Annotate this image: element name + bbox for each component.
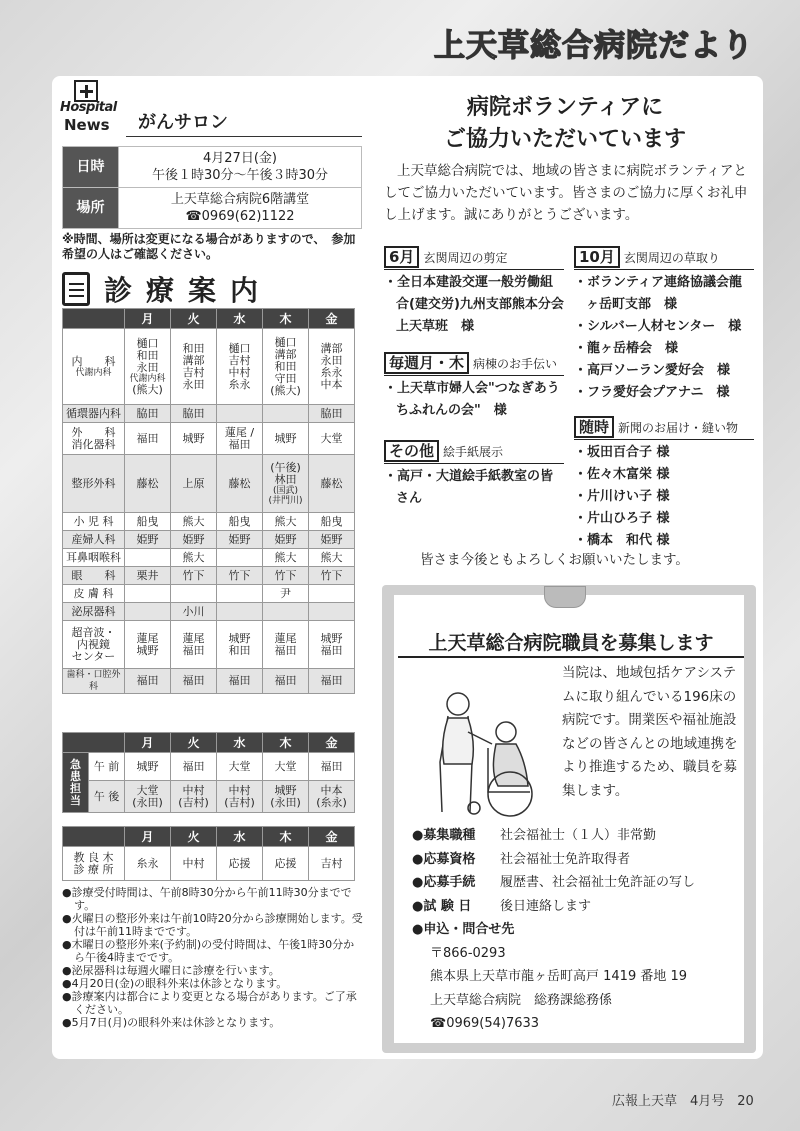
volunteer-title-line1: 病院ボランティアに — [466, 95, 664, 120]
divider — [398, 656, 744, 658]
schedule-cell — [263, 405, 309, 423]
schedule-cell: 中村 (吉村) — [171, 781, 217, 813]
volunteer-group — [384, 246, 564, 338]
schedule-cell: 竹下 — [217, 567, 263, 585]
schedule-cell: 城野 和田 — [217, 621, 263, 669]
schedule-cell: 船曳 — [309, 513, 355, 531]
schedule-cell — [217, 405, 263, 423]
schedule-cell: 熊大 — [263, 549, 309, 567]
schedule-cell: 応援 — [217, 847, 263, 881]
date-label: 日時 — [63, 147, 119, 188]
schedule-cell: 脇田 — [309, 405, 355, 423]
volunteer-group — [574, 246, 754, 404]
day-header: 木 — [263, 733, 309, 753]
divider — [126, 136, 362, 137]
schedule-cell: 和田 溝部 吉村 永田 — [171, 329, 217, 405]
schedule-cell: 福田 — [125, 423, 171, 455]
schedule-cell: 中村 (吉村) — [217, 781, 263, 813]
note-item: ●泌尿器科は毎週火曜日に診療を行います。 — [62, 964, 280, 977]
schedule-cell: 大堂 (永田) — [125, 781, 171, 813]
volunteer-task: 新聞のお届け・縫い物 — [618, 421, 739, 435]
schedule-cell: 上原 — [171, 455, 217, 513]
schedule-cell: 樋口 和田 永田 代謝内科 (熊大) — [125, 329, 171, 405]
schedule-cell — [309, 585, 355, 603]
schedule-cell: 蓮尾 城野 — [125, 621, 171, 669]
schedule-cell: 船曳 — [217, 513, 263, 531]
schedule-cell: 熊大 — [171, 513, 217, 531]
volunteer-tag: 随時 — [574, 416, 614, 438]
schedule-cell: 竹下 — [309, 567, 355, 585]
clipboard-icon — [62, 272, 90, 306]
note-item: ●4月20日(金)の眼科外来は休診となります。 — [62, 977, 288, 990]
schedule-cell: 福田 — [309, 669, 355, 694]
note-item: ●診療受付時間は、午前8時30分から午前11時30分までです。 — [62, 886, 352, 912]
table-row — [63, 531, 355, 549]
contact-postal: 〒866-0293 — [430, 945, 506, 961]
volunteer-item: ・全日本建設交運一般労働組合(建交労)九州支部熊本分会上天草班 様 — [384, 275, 564, 334]
schedule-cell: 樋口 溝部 和田 守田 (熊大) — [263, 329, 309, 405]
schedule-cell: 城野 — [263, 423, 309, 455]
pm-label: 午 後 — [89, 781, 125, 813]
volunteer-tag: 10月 — [574, 246, 620, 268]
time-line: 午後１時30分〜午後３時30分 — [151, 168, 329, 183]
recruit-item-label: ●応募手続 — [412, 875, 476, 890]
note-item: ●木曜日の整形外来(予約制)の受付時間は、午後1時30分から午後4時までです。 — [62, 938, 355, 964]
volunteer-group-header — [384, 440, 564, 462]
volunteer-item: ・高戸・大道絵手紙教室の皆さん — [384, 469, 554, 506]
recruit-title: 上天草総合病院職員を募集します — [428, 632, 714, 654]
day-header: 木 — [263, 309, 309, 329]
schedule-cell: 熊大 — [263, 513, 309, 531]
caregiver-wheelchair-illustration — [410, 682, 560, 822]
volunteer-group — [574, 416, 754, 552]
volunteer-title — [380, 92, 750, 156]
schedule-cell: 溝部 永田 糸永 中本 — [309, 329, 355, 405]
salon-title: がんサロン — [138, 112, 228, 133]
day-header: 金 — [309, 309, 355, 329]
schedule-cell: 福田 — [125, 669, 171, 694]
logo-text-news: News — [64, 116, 110, 134]
schedule-cell: 姫野 — [309, 531, 355, 549]
note-item: ●火曜日の整形外来は午前10時20分から診療開始します。受付は午前11時までです。 — [62, 912, 363, 938]
schedule-cell: 姫野 — [125, 531, 171, 549]
hospital-news-logo — [60, 80, 124, 138]
page-footer: 広報上天草 4月号 20 — [612, 1094, 754, 1109]
table-corner-cell — [63, 733, 125, 753]
volunteer-items — [384, 378, 564, 422]
volunteer-group — [384, 352, 564, 422]
recruit-item-label: ●募集職種 — [412, 828, 476, 843]
note-item: ●診療案内は都合により変更となる場合があります。ご了承ください。 — [62, 990, 357, 1016]
contact-label — [412, 918, 752, 942]
dept-label: 外 科 消化器科 — [63, 423, 125, 455]
schedule-cell: 福田 — [263, 669, 309, 694]
schedule-cell: 樋口 吉村 中村 糸永 — [217, 329, 263, 405]
date-value — [119, 147, 362, 188]
day-header: 水 — [217, 733, 263, 753]
contact-label-text: ●申込・問合せ先 — [412, 922, 515, 937]
volunteer-items — [384, 272, 564, 338]
date-line: 4月27日(金) — [203, 151, 277, 166]
recruit-item-value: 社会福祉士免許取得者 — [500, 851, 631, 867]
schedule-cell: 福田 — [217, 669, 263, 694]
schedule-cell: 大堂 — [263, 753, 309, 781]
recruit-item — [412, 871, 752, 895]
volunteer-items — [574, 442, 754, 552]
table-row — [63, 669, 355, 694]
volunteer-group — [384, 440, 564, 510]
schedule-cell: 城野 — [171, 423, 217, 455]
day-header: 水 — [217, 309, 263, 329]
schedule-cell: 脇田 — [171, 405, 217, 423]
recruit-item — [412, 824, 752, 848]
volunteer-intro: 上天草総合病院では、地域の皆さまに病院ボランティアとしてご協力いただいています。皆さまのご協力に厚くお礼申し上げます。誠にありがとうございます。 — [384, 163, 748, 223]
table-row — [63, 455, 355, 513]
table-row — [63, 585, 355, 603]
schedule-cell: 尹 — [263, 585, 309, 603]
day-header: 金 — [309, 827, 355, 847]
table-row — [63, 423, 355, 455]
divider — [384, 269, 564, 270]
recruit-item-value: 社会福祉士（１人）非常勤 — [500, 828, 657, 843]
schedule-cell: 熊大 — [171, 549, 217, 567]
dept-label: 産婦人科 — [63, 531, 125, 549]
recruit-details — [412, 824, 752, 1036]
schedule-cell: 蓮尾 / 福田 — [217, 423, 263, 455]
table-row — [63, 567, 355, 585]
volunteer-item: ・坂田百合子 様 — [574, 445, 670, 460]
clinic-heading — [62, 270, 272, 308]
schedule-cell: 城野 福田 — [309, 621, 355, 669]
volunteer-task: 病棟のお手伝い — [473, 357, 558, 371]
schedule-cell: 栗井 — [125, 567, 171, 585]
schedule-cell: 応援 — [263, 847, 309, 881]
schedule-cell: (午後) 林田 (国武) (井門川) — [263, 455, 309, 513]
schedule-cell: 吉村 — [309, 847, 355, 881]
volunteer-item: ・高戸ソーラン愛好会 様 — [574, 363, 731, 378]
schedule-cell: 城野 — [125, 753, 171, 781]
schedule-cell: 糸永 — [125, 847, 171, 881]
schedule-cell — [217, 603, 263, 621]
volunteer-task: 玄関周辺の草取り — [623, 251, 720, 265]
contact-office: 上天草総合病院 総務課総務係 — [430, 992, 613, 1008]
kyoryo-label: 教 良 木 診 療 所 — [63, 847, 125, 881]
schedule-cell: 竹下 — [171, 567, 217, 585]
place-line: 上天草総合病院6階講堂 — [170, 192, 310, 207]
volunteer-item: ・片山ひろ子 様 — [574, 511, 670, 526]
divider — [574, 269, 754, 270]
schedule-cell: 船曳 — [125, 513, 171, 531]
dept-label: 整形外科 — [63, 455, 125, 513]
salon-notice: ※時間、場所は変更になる場合がありますので、 参加希望の人はご確認ください。 — [62, 232, 356, 261]
schedule-cell: 小川 — [171, 603, 217, 621]
schedule-cell: 姫野 — [263, 531, 309, 549]
pin-clip-icon — [544, 586, 586, 608]
clinic-schedule-table — [62, 308, 355, 694]
schedule-cell: 福田 — [171, 753, 217, 781]
volunteer-item: ・龍ヶ岳椿会 様 — [574, 341, 679, 356]
volunteer-item: ・上天草市婦人会"つなぎあうちふれんの会" 様 — [384, 381, 560, 418]
phone-line: ☎0969(62)1122 — [185, 209, 295, 224]
volunteer-tag: 毎週月・木 — [384, 352, 469, 374]
dept-label: 眼 科 — [63, 567, 125, 585]
volunteer-items — [574, 272, 754, 404]
volunteer-item: ・シルバー人材センター 様 — [574, 319, 742, 334]
volunteer-group-header — [384, 352, 564, 374]
volunteer-item: ・ボランティア連絡協議会龍ヶ岳町支部 様 — [574, 275, 742, 312]
day-header: 火 — [171, 827, 217, 847]
clinic-title: 診療案内 — [104, 274, 273, 307]
clinic-notes — [62, 886, 364, 1029]
schedule-cell — [263, 603, 309, 621]
volunteer-items — [384, 466, 564, 510]
table-row — [63, 329, 355, 405]
day-header: 火 — [171, 309, 217, 329]
schedule-cell: 福田 — [309, 753, 355, 781]
salon-info-table — [62, 146, 362, 229]
schedule-cell — [309, 603, 355, 621]
dept-label: 歯科・口腔外科 — [63, 669, 125, 694]
am-label: 午 前 — [89, 753, 125, 781]
day-header: 月 — [125, 733, 171, 753]
table-row — [63, 549, 355, 567]
schedule-cell — [125, 585, 171, 603]
recruit-item-label: ●試 験 日 — [412, 898, 472, 914]
table-row — [63, 405, 355, 423]
table-row — [63, 621, 355, 669]
divider — [384, 463, 564, 464]
day-header: 木 — [263, 827, 309, 847]
schedule-cell: 中村 — [171, 847, 217, 881]
schedule-cell: 熊大 — [309, 549, 355, 567]
volunteer-item: ・橋本 和代 様 — [574, 533, 670, 548]
hospital-cross-icon — [74, 80, 98, 102]
place-label: 場所 — [63, 188, 119, 229]
recruit-item — [412, 895, 752, 919]
schedule-cell — [217, 549, 263, 567]
dept-label: 内 科 代謝内科 — [63, 329, 125, 405]
day-header: 月 — [125, 827, 171, 847]
volunteer-tag: その他 — [384, 440, 439, 462]
volunteer-title-line2: ご協力いただいています — [443, 127, 686, 152]
divider — [384, 375, 564, 376]
dept-label: 小 児 科 — [63, 513, 125, 531]
schedule-cell: 城野 (永田) — [263, 781, 309, 813]
schedule-cell: 脇田 — [125, 405, 171, 423]
volunteer-task: 絵手紙展示 — [443, 445, 504, 459]
kyoryo-clinic-table — [62, 826, 355, 881]
dept-label: 皮 膚 科 — [63, 585, 125, 603]
schedule-cell: 藤松 — [217, 455, 263, 513]
schedule-cell — [217, 585, 263, 603]
place-value — [119, 188, 362, 229]
contact-address: 熊本県上天草市龍ヶ岳町高戸 1419 番地 19 — [430, 969, 688, 984]
table-row — [63, 513, 355, 531]
volunteer-item: ・フラ愛好会プアナニ 様 — [574, 385, 730, 400]
volunteer-item: ・佐々木富栄 様 — [574, 467, 670, 482]
schedule-cell — [125, 603, 171, 621]
schedule-cell: 福田 — [171, 669, 217, 694]
schedule-cell: 藤松 — [309, 455, 355, 513]
schedule-cell: 姫野 — [217, 531, 263, 549]
schedule-cell: 大堂 — [217, 753, 263, 781]
volunteer-closing: 皆さま今後ともよろしくお願いいたします。 — [420, 552, 689, 568]
dept-label: 超音波・ 内視鏡 センター — [63, 621, 125, 669]
recruit-item-value: 後日連絡します — [500, 898, 592, 914]
newsletter-title: 上天草総合病院だより — [434, 28, 754, 64]
dept-label: 耳鼻咽喉科 — [63, 549, 125, 567]
emergency-schedule-table — [62, 732, 355, 813]
volunteer-group-header — [574, 416, 754, 438]
recruit-text: 当院は、地域包括ケアシステムに取り組んでいる196床の病院です。開業医や福祉施設などの皆さんとの地域連携をより推進するため、職員を募集します。 — [562, 665, 738, 799]
schedule-cell: 竹下 — [263, 567, 309, 585]
divider — [574, 439, 754, 440]
schedule-cell — [125, 549, 171, 567]
table-corner-cell — [63, 309, 125, 329]
recruit-item-value: 履歴書、社会福祉士免許証の写し — [500, 875, 696, 890]
day-header: 月 — [125, 309, 171, 329]
volunteer-group-header — [574, 246, 754, 268]
recruit-item-label: ●応募資格 — [412, 851, 476, 867]
note-item: ●5月7日(月)の眼科外来は休診となります。 — [62, 1016, 281, 1029]
logo-text-hospital: Hospital — [60, 100, 117, 115]
dept-label: 泌尿器科 — [63, 603, 125, 621]
schedule-cell: 蓮尾 福田 — [263, 621, 309, 669]
volunteer-task: 玄関周辺の剪定 — [423, 251, 508, 265]
day-header: 金 — [309, 733, 355, 753]
table-row — [63, 603, 355, 621]
table-corner-cell — [63, 827, 125, 847]
schedule-cell: 蓮尾 福田 — [171, 621, 217, 669]
day-header: 水 — [217, 827, 263, 847]
schedule-cell — [171, 585, 217, 603]
schedule-cell: 姫野 — [171, 531, 217, 549]
emergency-label: 急 患 担 当 — [63, 753, 89, 813]
day-header: 火 — [171, 733, 217, 753]
schedule-cell: 大堂 — [309, 423, 355, 455]
recruit-item — [412, 848, 752, 872]
contact-phone: ☎0969(54)7633 — [430, 1016, 540, 1031]
volunteer-item: ・片川けい子 様 — [574, 489, 670, 504]
volunteer-group-header — [384, 246, 564, 268]
dept-label: 循環器内科 — [63, 405, 125, 423]
volunteer-tag: 6月 — [384, 246, 419, 268]
schedule-cell: 中本 (糸永) — [309, 781, 355, 813]
schedule-cell: 藤松 — [125, 455, 171, 513]
